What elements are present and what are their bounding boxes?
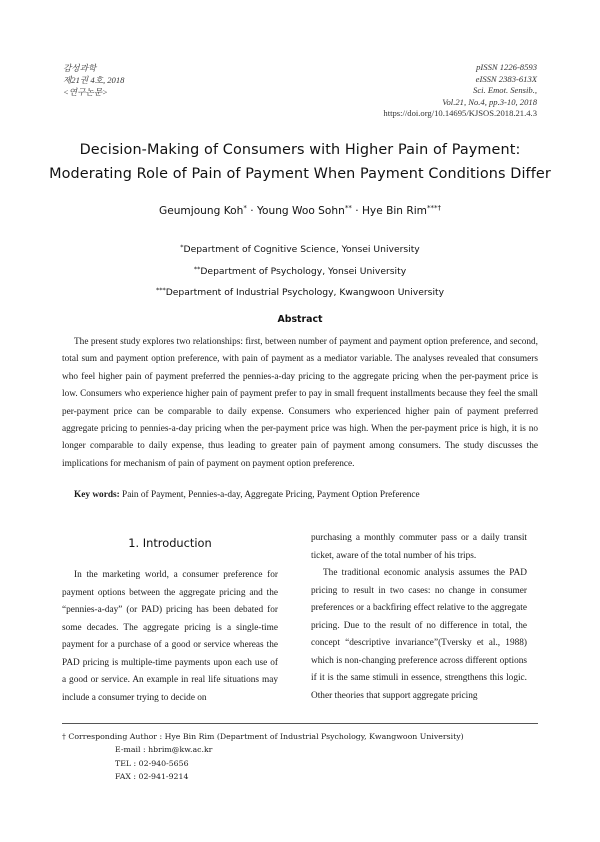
journal-abbrev: Sci. Emot. Sensib., xyxy=(473,85,537,96)
pissn: pISSN 1226-8593 xyxy=(476,62,537,72)
author-mark: ** xyxy=(344,204,352,212)
author-separator: · xyxy=(250,205,254,217)
author-name: Geumjoung Koh xyxy=(158,205,244,217)
keywords-label: Key words: xyxy=(74,490,120,500)
affiliation xyxy=(40,281,560,303)
author-name: Young Woo Sohn xyxy=(256,205,345,217)
affiliation-text: Department of Industrial Psychology, Kwangwoon University xyxy=(165,287,445,298)
eissn: eISSN 2383-613X xyxy=(475,73,537,84)
affiliation-text: Department of Cognitive Science, Yonsei University xyxy=(183,244,420,255)
author-name: Hye Bin Rim xyxy=(361,205,427,217)
affiliation xyxy=(40,260,560,282)
footnote-divider xyxy=(62,723,538,724)
affiliation-mark: * xyxy=(180,243,184,251)
author-list xyxy=(40,204,560,217)
intro-paragraph-2: The traditional economic analysis assumes the PAD pricing to result in two cases: no change in consumer preferences or a backfiring effect relative to the aggregate pricing. Due to the result of no difference in total, the concept “descriptive invariance”(Tversky et al., 1988) which is non-changing preference across different options if it is the same stimuli in essence, strengthens this logic. Other theories that support aggregate pricing xyxy=(311,568,527,701)
doi-link[interactable]: https://doi.org/10.14695/KJSOS.2018.21.4.3 xyxy=(383,108,537,119)
article-type-korean: <연구논문> xyxy=(63,87,108,97)
affiliations xyxy=(40,238,560,303)
affiliation-mark: *** xyxy=(155,286,166,294)
intro-paragraph-1: In the marketing world, a consumer preference for payment options between the aggregate pricing and the “pennies-a-day” (or PAD) pricing has been debated for some decades. The aggregate pricing is a single-time payment for a purchase of a good or service whereas the PAD pricing is multiple-time payments upon each use of a good or service. An example in real life situations may include a consumer trying to decide on xyxy=(62,570,278,703)
intro-paragraph-continued: purchasing a monthly commuter pass or a daily transit ticket, aware of the total number of his trips. xyxy=(311,533,527,561)
paper-title xyxy=(40,138,560,186)
author-mark: ***† xyxy=(427,204,441,212)
corresponding-author-footnote xyxy=(62,730,464,783)
author-mark: * xyxy=(243,204,247,212)
section-heading-introduction: 1. Introduction xyxy=(128,536,212,550)
affiliation-mark: ** xyxy=(193,264,201,273)
footnote-email[interactable]: E-mail : hbrim@kw.ac.kr xyxy=(115,745,213,755)
abstract-text: The present study explores two relationships: first, between number of payment and payment option preference, and second, total sum and payment option preference, with pain of payment as a mediator variable. The analyses revealed that consumers who feel higher pain of payment preferred the pennies-a-day pricing to the aggregate pricing when the per-payment price is low. Consumers who experience higher pain of payment prefer to pay in small frequent installments because they feel the small per-payment price can be comparable to daily expense. Consumers who experienced higher pain of payment preferred aggregate pricing to pennies-a-day pricing when the per-payment price was high. When the per-payment price is high, it is no longer comparable to daily expense, thus leading to greater pain of payment among consumers. The study discusses the implications for mechanism of pain of payment on payment option preference. xyxy=(62,337,538,469)
footnote-tel: TEL : 02-940-5656 xyxy=(115,758,189,768)
keywords-text: Pain of Payment, Pennies-a-day, Aggregate Pricing, Payment Option Preference xyxy=(122,490,420,500)
title-line-2: Moderating Role of Pain of Payment When Payment Conditions Differ xyxy=(49,166,551,182)
journal-header-right xyxy=(383,62,537,120)
title-line-1: Decision-Making of Consumers with Higher Pain of Payment: xyxy=(79,142,521,158)
footnote-fax: FAX : 02-941-9214 xyxy=(115,771,189,781)
abstract-heading: Abstract xyxy=(277,314,323,325)
volume-pages: Vol.21, No.4, pp.3-10, 2018 xyxy=(442,96,537,107)
journal-name-korean: 감성과학 xyxy=(63,63,97,73)
affiliation xyxy=(40,238,560,260)
affiliation-text: Department of Psychology, Yonsei University xyxy=(200,265,407,277)
footnote-author: † Corresponding Author : Hye Bin Rim (Department of Industrial Psychology, Kwangwoon University) xyxy=(62,732,464,741)
keywords xyxy=(74,490,420,500)
author-separator: · xyxy=(355,205,359,217)
journal-header-left xyxy=(63,62,124,98)
journal-volume-korean: 제21권 4호, 2018 xyxy=(63,75,125,85)
